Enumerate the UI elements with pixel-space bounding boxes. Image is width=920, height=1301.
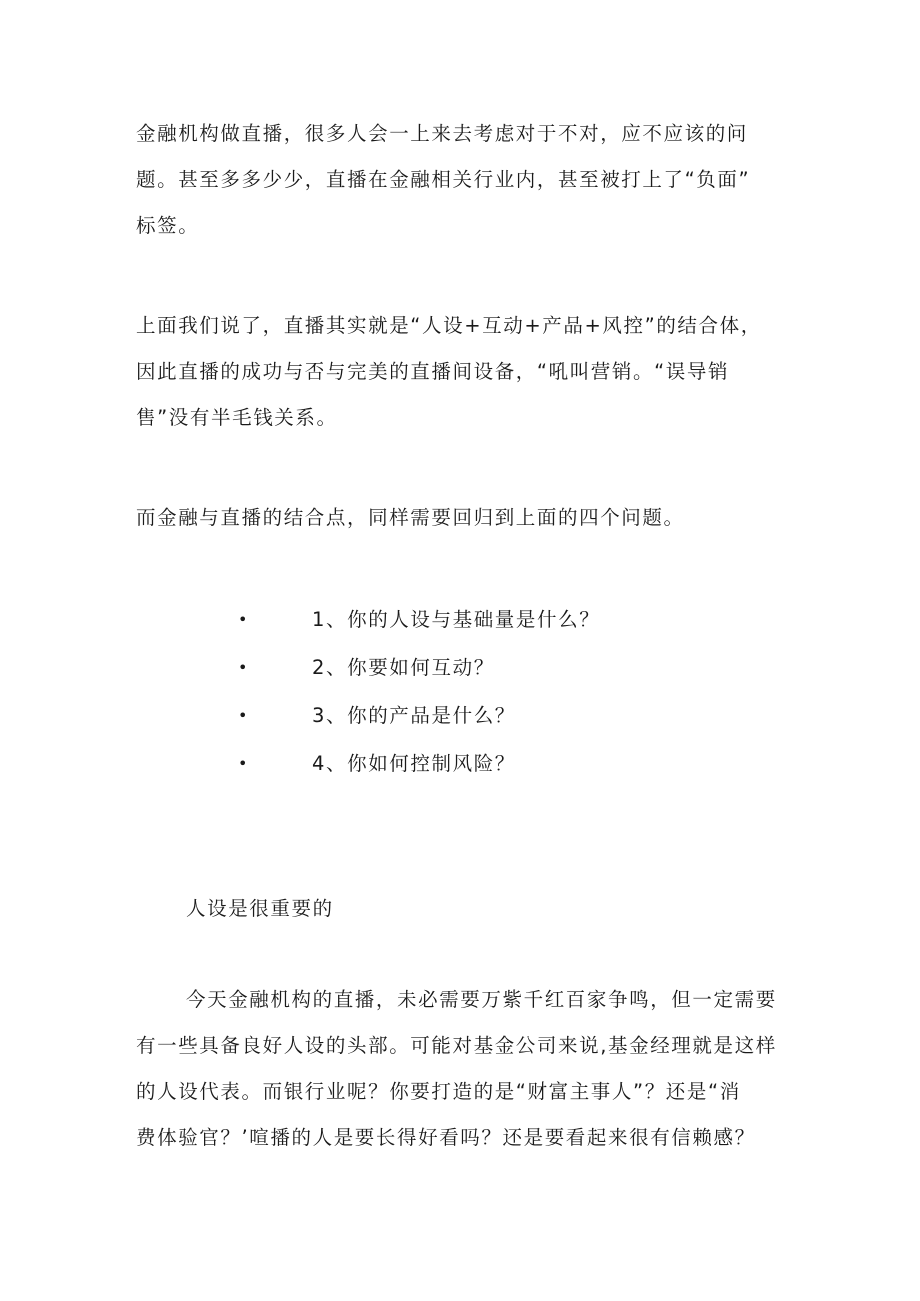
- question-text: 2、你要如何互动？: [312, 656, 495, 679]
- question-list: [0, 596, 920, 788]
- bullet-icon: •: [238, 658, 250, 677]
- paragraph-line: 有一些具备良好人设的头部。可能对基金公司来说,基金经理就是这样: [136, 1034, 777, 1057]
- paragraph-line: 而金融与直播的结合点，同样需要回归到上面的四个问题。: [136, 506, 685, 529]
- question-text: 3、你的产品是什么？: [312, 704, 516, 727]
- bullet-icon: •: [238, 610, 250, 629]
- list-item: [0, 644, 920, 692]
- transition-paragraph: [136, 495, 796, 541]
- bullet-icon: •: [238, 754, 250, 773]
- question-text: 1、你的人设与基础量是什么？: [312, 608, 601, 631]
- question-text: 4、你如何控制风险？: [312, 752, 516, 775]
- intro-paragraph: [136, 111, 796, 249]
- section-heading: 人设是很重要的: [186, 897, 334, 920]
- paragraph-line: 标签。: [136, 214, 200, 237]
- paragraph-line: 上面我们说了，直播其实就是“人设+互动+产品+风控”的结合体，: [136, 314, 762, 337]
- persona-paragraph: [136, 977, 796, 1161]
- paragraph-line: 题。甚至多多少少，直播在金融相关行业内，甚至被打上了“负面”: [136, 168, 751, 191]
- paragraph-line: 因此直播的成功与否与完美的直播间设备，“吼叫营销。“误导销: [136, 360, 730, 383]
- paragraph-line: 金融机构做直播，很多人会一上来去考虑对于不对，应不应该的问: [136, 122, 748, 145]
- list-item: [0, 692, 920, 740]
- paragraph-line: 今天金融机构的直播，未必需要万紫千红百家争鸣，但一定需要: [186, 988, 777, 1011]
- bullet-icon: •: [238, 706, 250, 725]
- livestream-definition-paragraph: [136, 303, 796, 441]
- list-item: [0, 740, 920, 788]
- list-item: [0, 596, 920, 644]
- paragraph-line: 费体验官？’喧播的人是要长得好看吗？还是要看起来很有信赖感？: [136, 1126, 756, 1149]
- paragraph-line: 的人设代表。而银行业呢？你要打造的是“财富主事人”？还是“消: [136, 1080, 741, 1103]
- paragraph-line: 售”没有半毛钱关系。: [136, 406, 338, 429]
